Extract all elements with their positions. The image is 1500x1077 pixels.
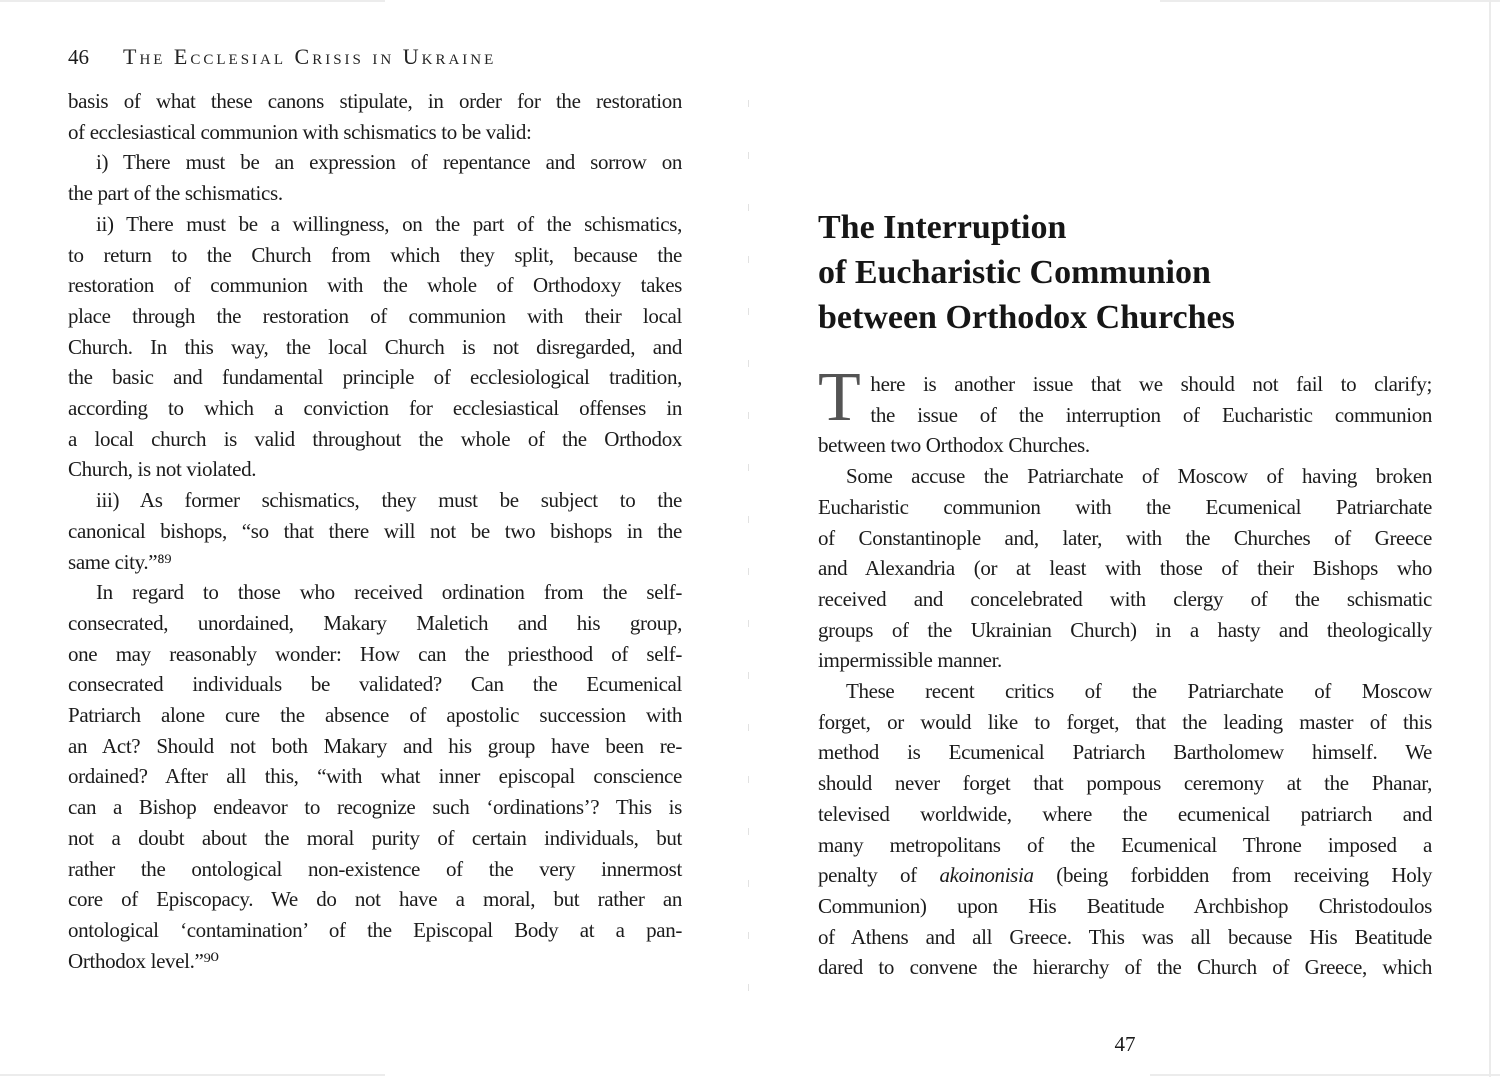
text-line: same city.”⁸⁹ [68, 549, 172, 574]
text-line: an Act? Should not both Makary and his group have been re- [68, 733, 682, 758]
text-line: restoration of communion with the whole of Orthodoxy takes [68, 273, 682, 298]
text-line: televised worldwide, where the ecumenical patriarch and [818, 801, 1432, 826]
text-line: of ecclesiastical communion with schismatics to be valid: [68, 119, 532, 144]
paragraph [68, 577, 682, 976]
text-line: groups of the Ukrainian Church) in a hasty and theologically [818, 617, 1432, 642]
text-line: between two Orthodox Churches. [818, 433, 1090, 458]
text-line: the part of the schismatics. [68, 181, 283, 206]
gutter-artifact-line [748, 100, 749, 1005]
text-line: Church. In this way, the local Church is not disregarded, and [68, 334, 682, 359]
text-line: the issue of the interruption of Eucharistic communion [870, 402, 1432, 427]
text-line: i) There must be an expression of repentance and sorrow on [96, 150, 682, 175]
text-line: Some accuse the Patriarchate of Moscow of having broken [846, 464, 1432, 489]
text-line: Communion) upon His Beatitude Archbishop Christodoulos [818, 893, 1432, 918]
text-line: consecrated individuals be validated? Can the Ecumenical [68, 672, 682, 697]
text-line: place through the restoration of communion with their local [68, 303, 682, 328]
paragraph [818, 359, 1432, 461]
text-line: method is Ecumenical Patriarch Bartholomew himself. We [818, 740, 1432, 765]
paragraph [818, 676, 1432, 983]
page-edge-artifact-top-left [0, 0, 385, 2]
left-page-body [68, 86, 682, 976]
text-line: and Alexandria (or at least with those of their Bishops who [818, 556, 1432, 581]
text-line: should never forget that pompous ceremony at the Phanar, [818, 771, 1432, 796]
text-line: canonical bishops, “so that there will not be two bishops in the [68, 518, 682, 543]
running-head [68, 44, 496, 70]
chapter-title-line: The Interruption [818, 209, 1067, 246]
text-line: In regard to those who received ordination from the self- [96, 580, 682, 605]
text-line: rather the ontological non-existence of the very innermost [68, 856, 682, 881]
text-line: not a doubt about the moral purity of certain individuals, but [68, 825, 682, 850]
paragraph [68, 86, 682, 147]
text-line: received and concelebrated with clergy of the schismatic [818, 586, 1432, 611]
text-line: iii) As former schismatics, they must be subject to the [96, 488, 682, 513]
text-line: here is another issue that we should not fail to clarify; [870, 372, 1432, 396]
text-line: one may reasonably wonder: How can the priesthood of self- [68, 641, 682, 666]
text-line: penalty of akoinonisia (being forbidden from receiving Holy [818, 863, 1432, 888]
text-line: These recent critics of the Patriarchate of Moscow [846, 679, 1432, 704]
paragraph [818, 461, 1432, 676]
text-line: consecrated, unordained, Makary Maletich and his group, [68, 610, 682, 635]
text-line: ordained? After all this, “with what inner episcopal conscience [68, 764, 682, 789]
text-line: of Constantinople and, later, with the Churches of Greece [818, 525, 1432, 550]
page-edge-artifact-bottom-left [0, 1074, 385, 1076]
paragraph [68, 485, 682, 577]
page-edge-artifact-right [1489, 0, 1491, 1077]
page-edge-artifact-bottom-right [1150, 1074, 1500, 1076]
chapter-title-line: between Orthodox Churches [818, 299, 1235, 336]
right-page-number: 47 [1114, 1032, 1136, 1056]
text-line: dared to convene the hierarchy of the Church of Greece, which [818, 955, 1432, 980]
text-line: Church, is not violated. [68, 457, 257, 482]
text-line: a local church is valid throughout the whole of the Orthodox [68, 426, 682, 451]
right-page-column [818, 0, 1432, 983]
chapter-title [818, 205, 1432, 340]
text-line: the basic and fundamental principle of ecclesiological tradition, [68, 365, 682, 390]
text-line: Eucharistic communion with the Ecumenical Patriarchate [818, 494, 1432, 519]
paragraph [68, 209, 682, 485]
text-line: Orthodox level.”⁹⁰ [68, 948, 219, 973]
text-line: ii) There must be a willingness, on the part of the schismatics, [96, 211, 682, 236]
text-line: can a Bishop endeavor to recognize such ‘ordinations’? This is [68, 795, 682, 820]
left-page-number: 46 [68, 45, 89, 69]
running-title: The Ecclesial Crisis in Ukraine [123, 44, 497, 69]
text-line: many metropolitans of the Ecumenical Throne imposed a [818, 832, 1432, 857]
drop-cap-letter: T [818, 359, 861, 436]
chapter-title-line: of Eucharistic Communion [818, 254, 1211, 291]
text-line: of Athens and all Greece. This was all because His Beatitude [818, 924, 1432, 949]
text-line: core of Episcopacy. We do not have a moral, but rather an [68, 887, 682, 912]
text-line: basis of what these canons stipulate, in order for the restoration [68, 89, 682, 113]
text-line: Patriarch alone cure the absence of apostolic succession with [68, 703, 682, 728]
text-line: to return to the Church from which they split, because the [68, 242, 682, 267]
text-line: impermissible manner. [818, 648, 1002, 673]
right-page-body [818, 359, 1432, 983]
paragraph [68, 147, 682, 208]
text-line: ontological ‘contamination’ of the Episcopal Body at a pan- [68, 917, 682, 942]
text-line: according to which a conviction for ecclesiastical offenses in [68, 396, 682, 421]
text-line: forget, or would like to forget, that the leading master of this [818, 709, 1432, 734]
